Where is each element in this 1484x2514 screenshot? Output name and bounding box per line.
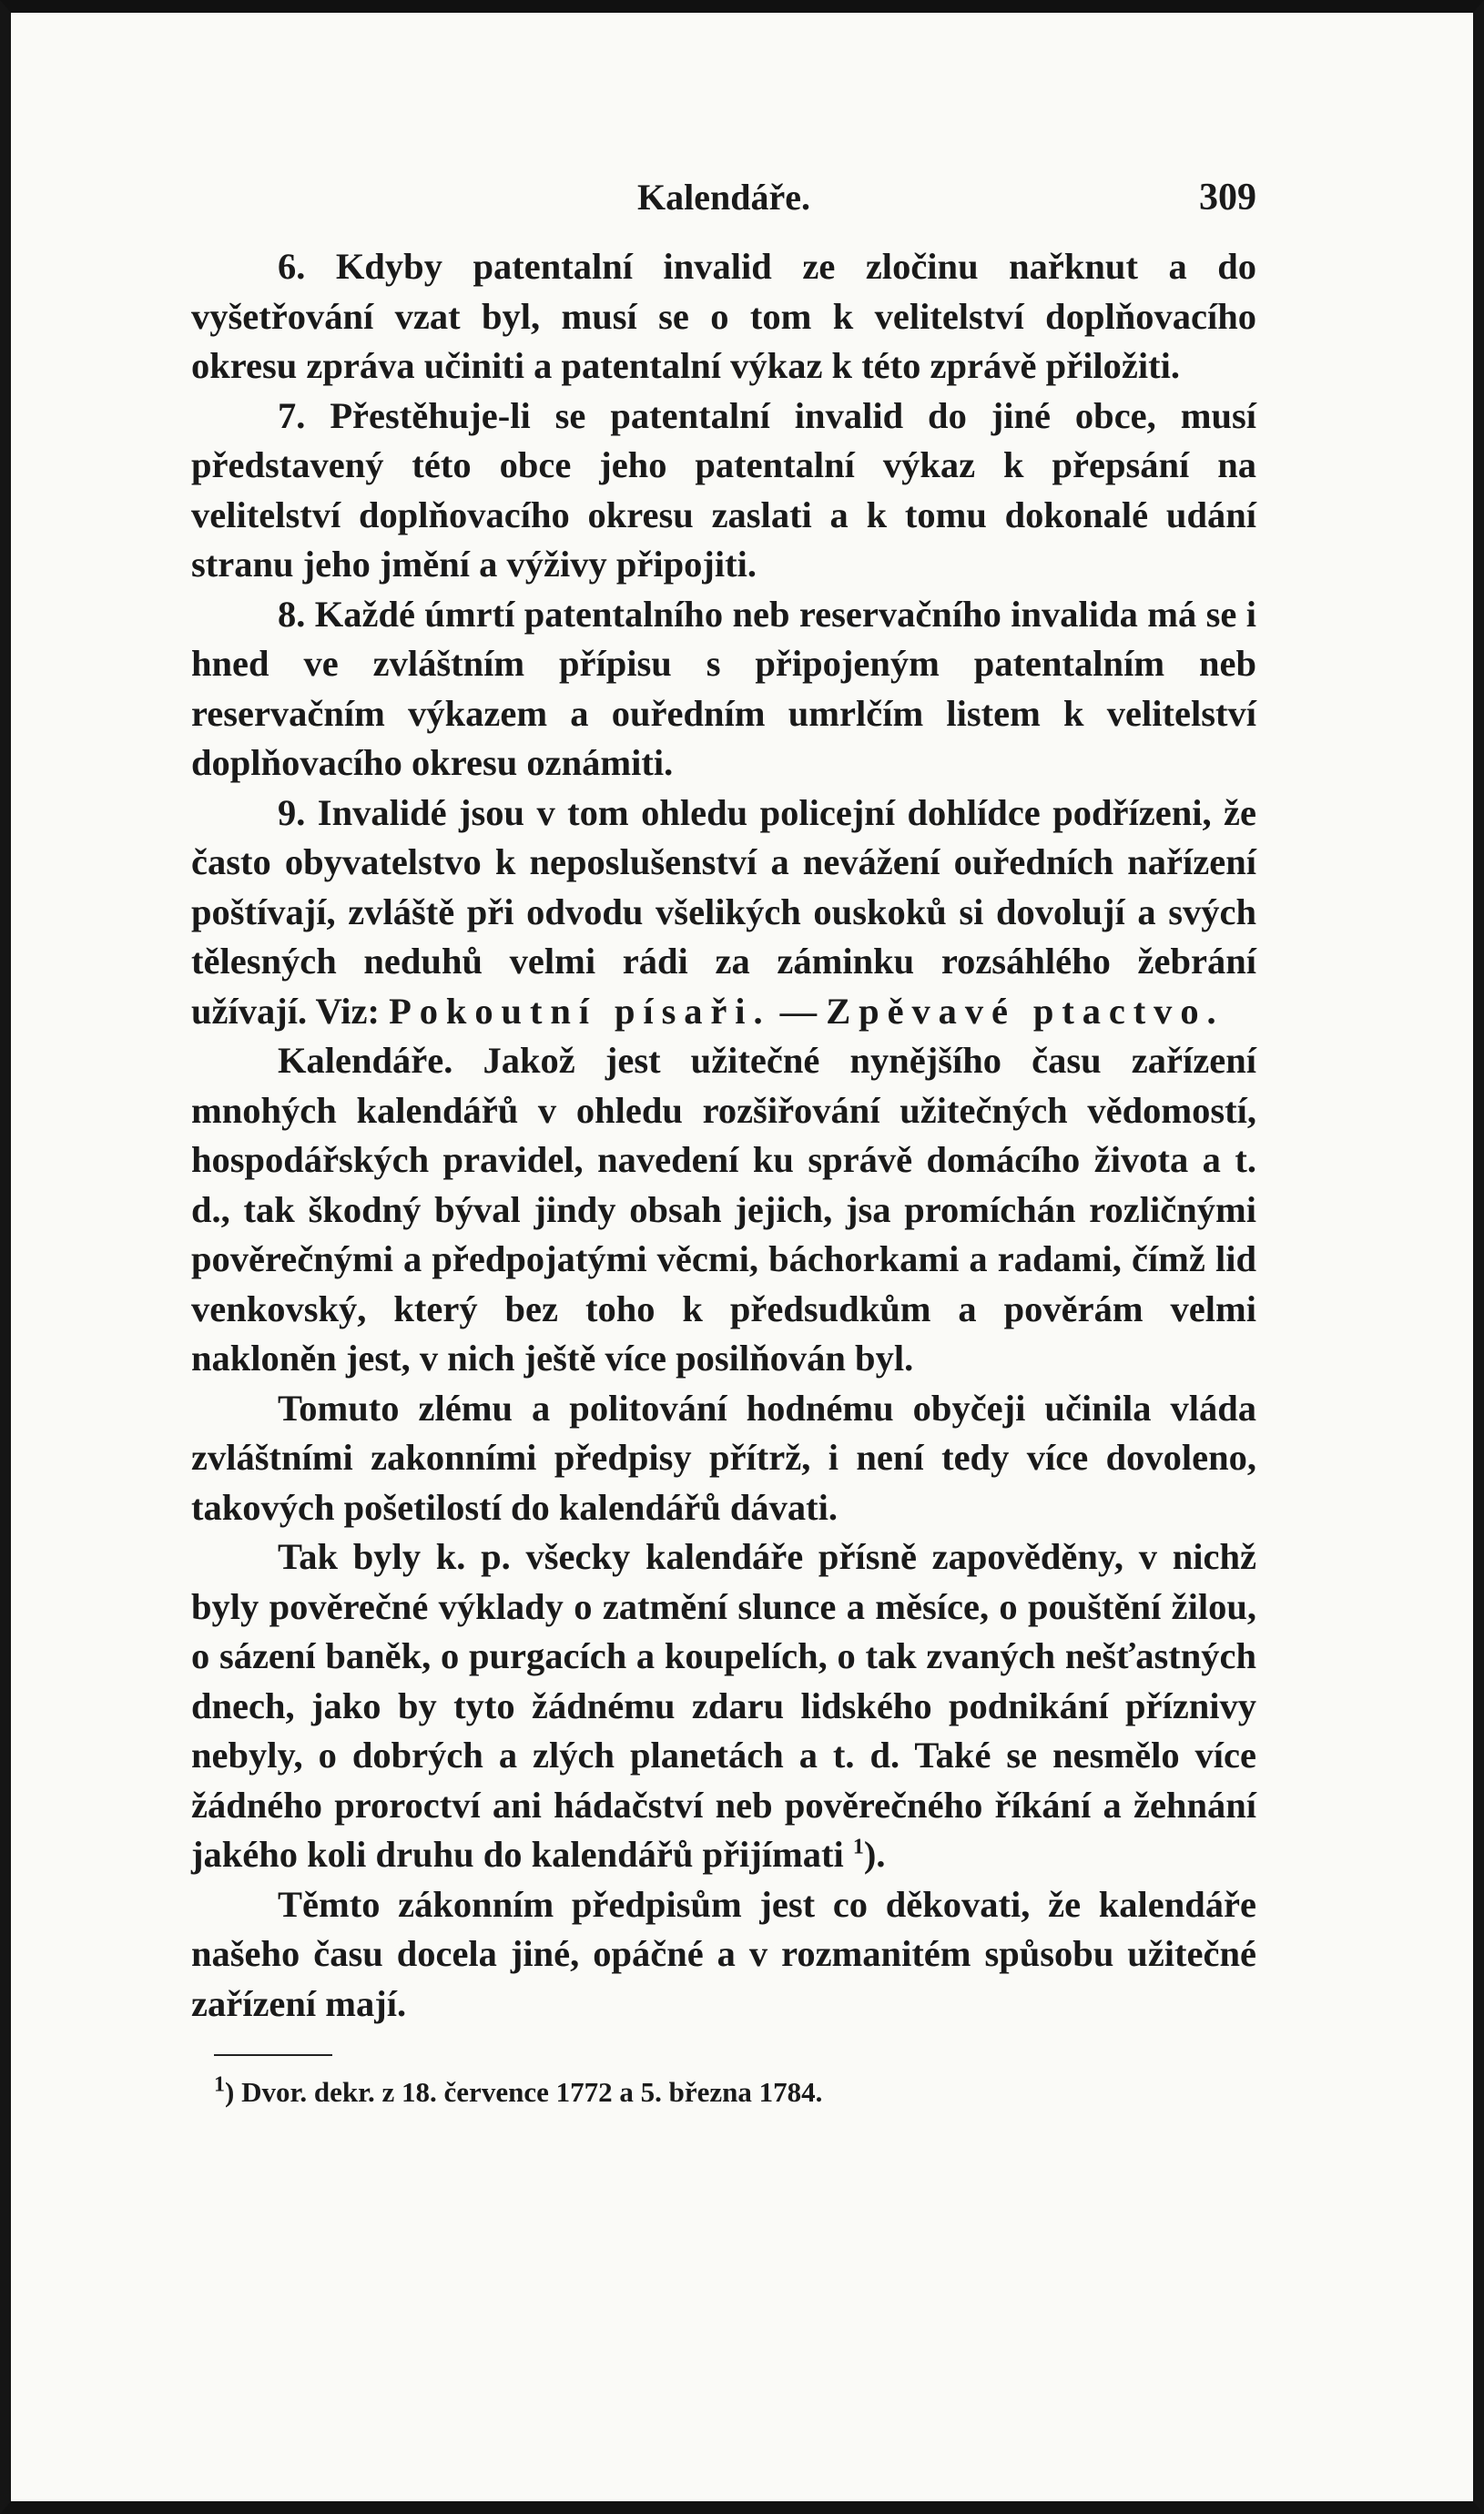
text-segment: Tak byly k. p. všecky kalendáře přísně zapověděny, v nichž byly pověrečné výklady o zatmění slunce a měsíce, o pouštění žilou, o sázení baněk, o purgacích a koupelích, o tak zvaných nešťastných dnech, jako by tyto žádnému zdaru lidského podnikání příznivy nebyly, o dobrých a zlých planetách a t. d. Také se nesmělo více žádného proroctví ani hádačství neb pověrečného říkání a žehnání jakého koli druhu do kalendářů přijímati	[191, 1536, 1256, 1875]
paragraph-p-tak	[191, 1532, 1256, 1880]
book-page	[191, 173, 1256, 2111]
footnote-reference: 1	[852, 1835, 864, 1859]
paragraph-p-tomuto	[191, 1384, 1256, 1533]
footnote-rule	[214, 2054, 332, 2056]
text-segment: Zpěvavé ptactvo.	[826, 990, 1225, 1032]
footnote-marker: 1	[214, 2072, 225, 2097]
text-segment: Těmto zákonním předpisům jest co děkovati, že kalendáře našeho času docela jiné, opáčné a v rozmanitém spůsobu užitečné zařízení mají.	[191, 1883, 1256, 2024]
page-header	[191, 173, 1256, 228]
text-segment: 6. Kdyby patentalní invalid ze zločinu nařknut a do vyšetřování vzat byl, musí se o tom k velitelství doplňovacího okresu zpráva učiniti a patentalní výkaz k této zprávě přiložiti.	[191, 246, 1256, 386]
text-segment: Kalendáře.	[278, 1040, 453, 1081]
paragraph-p-temto	[191, 1880, 1256, 2030]
text-segment: Jakož jest užitečné nynějšího času zařízení mnohých kalendářů v ohledu rozšiřování užitečných vědomostí, hospodářských pravidel, navedení ku správě domácího života a t. d., tak škodný býval jindy obsah jejich, jsa promíchán rozličnými pověrečnými a předpojatými věcmi, báchorkami a radami, čímž lid venkovský, který bez toho k předsudkům a pověrám velmi nakloněn jest, v nich ještě více posilňován byl.	[191, 1040, 1256, 1379]
paragraph-p6	[191, 242, 1256, 392]
running-head: Kalendáře.	[637, 177, 810, 218]
paragraph-p9	[191, 789, 1256, 1037]
page-number: 309	[1199, 177, 1256, 219]
footnote	[214, 2074, 1256, 2111]
paragraph-p8	[191, 590, 1256, 789]
text-segment: 9. Invalidé jsou v tom ohledu policejní dohlídce podřízeni, že často obyvatelstvo k neposlušenství a nevážení ouředních nařízení poštívají, zvláště při odvodu všelikých ouskoků si dovolují a svých tělesných neduhů velmi rádi za záminku rozsáhlého žebrání užívají. Viz:	[191, 791, 1256, 1032]
text-segment: ).	[863, 1834, 886, 1875]
text-segment: 8. Každé úmrtí patentalního neb reservačního invalida má se i hned ve zvláštním přípisu s připojeným patentalním neb reservačním výkazem a ouředním umrlčím listem k velitelství doplňovacího okresu oznámiti.	[191, 593, 1256, 783]
paragraph-p-kalendare	[191, 1036, 1256, 1384]
footnote-text: ) Dvor. dekr. z 18. července 1772 a 5. března 1784.	[225, 2076, 823, 2108]
text-segment: Tomuto zlému a politování hodnému obyčeji učinila vláda zvláštními zakonními předpisy přítrž, i není tedy více dovoleno, takových pošetilostí do kalendářů dávati.	[191, 1387, 1256, 1528]
paragraph-p7	[191, 392, 1256, 590]
text-segment: —	[770, 990, 827, 1032]
text-segment: Pokoutní písaři.	[389, 990, 771, 1032]
body-text	[191, 242, 1256, 2029]
text-segment: 7. Přestěhuje-li se patentalní invalid do jiné obce, musí představený této obce jeho patentalní výkaz k přepsání na velitelství doplňovacího okresu zaslati a k tomu dokonalé udání stranu jeho jmění a výživy připojiti.	[191, 394, 1256, 585]
